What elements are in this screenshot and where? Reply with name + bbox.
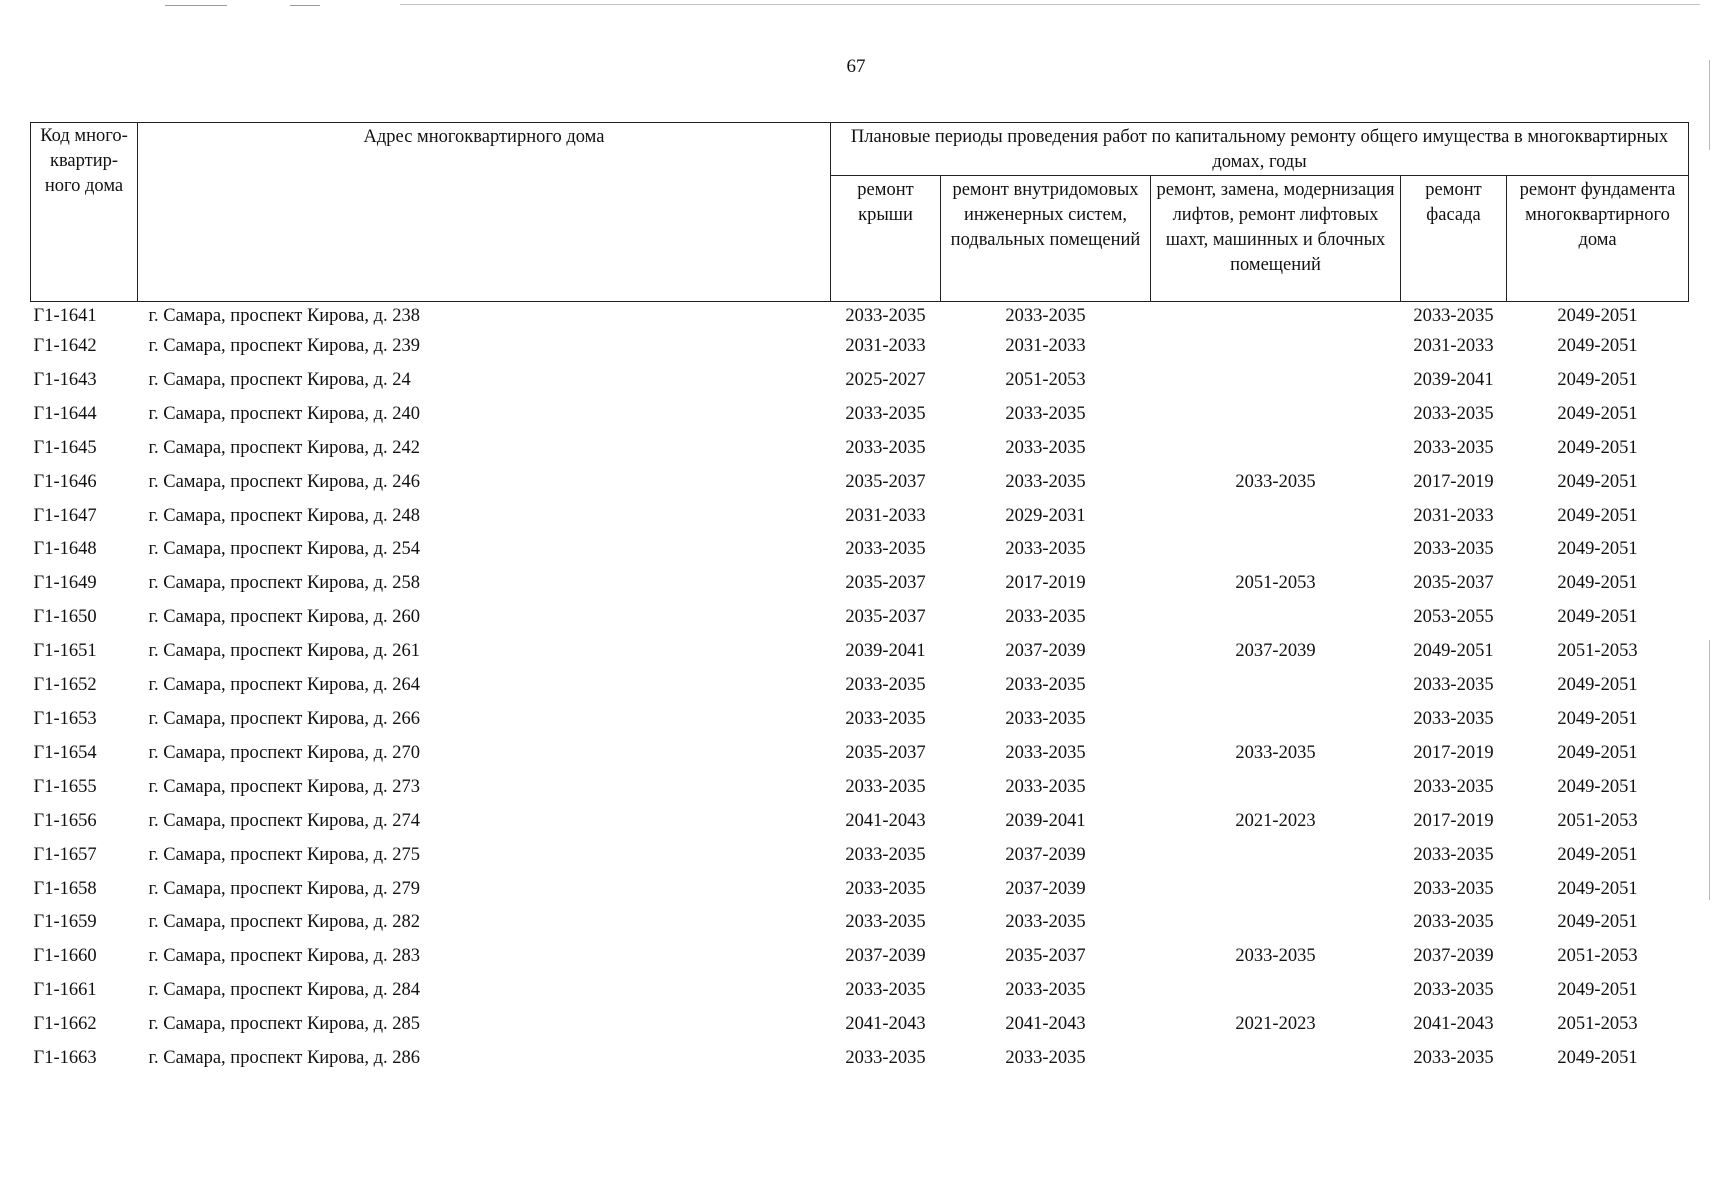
cell-roof: 2033-2035 bbox=[845, 539, 926, 560]
cell-facade: 2033-2035 bbox=[1413, 912, 1494, 933]
cell-facade: 2033-2035 bbox=[1413, 776, 1494, 797]
cell-foundation: 2049-2051 bbox=[1557, 505, 1638, 526]
table-row bbox=[31, 466, 1689, 500]
cell-facade: 2033-2035 bbox=[1413, 878, 1494, 899]
table-row bbox=[31, 703, 1689, 737]
cell-code: Г1-1642 bbox=[33, 336, 97, 356]
cell-address: г. Самара, проспект Кирова, д. 286 bbox=[148, 1048, 421, 1069]
cell-engineering: 2033-2035 bbox=[1005, 675, 1086, 696]
cell-engineering: 2033-2035 bbox=[1005, 776, 1086, 797]
cell-facade: 2033-2035 bbox=[1413, 1048, 1494, 1069]
header-facade: ремонт фасада bbox=[1401, 176, 1507, 302]
cell-elevators bbox=[1151, 364, 1401, 398]
header-row-group bbox=[31, 123, 1689, 176]
cell-address: г. Самара, проспект Кирова, д. 274 bbox=[148, 810, 421, 831]
cell-address: г. Самара, проспект Кирова, д. 254 bbox=[148, 539, 421, 560]
table-row bbox=[31, 398, 1689, 432]
cell-engineering: 2033-2035 bbox=[1005, 708, 1086, 729]
cell-roof: 2035-2037 bbox=[845, 573, 926, 594]
cell-foundation: 2049-2051 bbox=[1557, 306, 1638, 326]
table-row bbox=[31, 906, 1689, 940]
cell-roof: 2033-2035 bbox=[845, 844, 926, 865]
cell-elevators: 2021-2023 bbox=[1235, 1014, 1316, 1035]
cell-engineering: 2039-2041 bbox=[1005, 810, 1086, 831]
cell-address: г. Самара, проспект Кирова, д. 258 bbox=[148, 573, 421, 594]
cell-elevators bbox=[1151, 500, 1401, 534]
cell-engineering: 2051-2053 bbox=[1005, 369, 1086, 390]
header-elevators: ремонт, замена, модернизация лифтов, ремонт лифтовых шахт, машинных и блочных помещений bbox=[1151, 176, 1401, 302]
cell-engineering: 2017-2019 bbox=[1005, 573, 1086, 594]
cell-roof: 2033-2035 bbox=[845, 1048, 926, 1069]
table-row bbox=[31, 669, 1689, 703]
cell-elevators: 2051-2053 bbox=[1235, 573, 1316, 594]
cell-roof: 2037-2039 bbox=[845, 946, 926, 967]
cell-roof: 2033-2035 bbox=[845, 306, 926, 326]
cell-code: Г1-1656 bbox=[33, 810, 97, 831]
cell-elevators bbox=[1151, 771, 1401, 805]
cell-code: Г1-1658 bbox=[33, 878, 97, 899]
scan-artifact-line bbox=[400, 4, 1700, 5]
cell-facade: 2033-2035 bbox=[1413, 980, 1494, 1001]
cell-code: Г1-1643 bbox=[33, 369, 97, 390]
cell-elevators bbox=[1151, 601, 1401, 635]
cell-foundation: 2049-2051 bbox=[1557, 471, 1638, 492]
cell-engineering: 2033-2035 bbox=[1005, 471, 1086, 492]
cell-address: г. Самара, проспект Кирова, д. 239 bbox=[148, 336, 421, 356]
cell-facade: 2033-2035 bbox=[1413, 403, 1494, 424]
cell-code: Г1-1653 bbox=[33, 708, 97, 729]
cell-elevators bbox=[1151, 398, 1401, 432]
cell-elevators bbox=[1151, 1042, 1401, 1076]
cell-roof: 2039-2041 bbox=[845, 641, 926, 662]
scan-artifact-line bbox=[290, 5, 320, 6]
cell-engineering: 2033-2035 bbox=[1005, 403, 1086, 424]
cell-address: г. Самара, проспект Кирова, д. 242 bbox=[148, 437, 421, 458]
cell-roof: 2041-2043 bbox=[845, 810, 926, 831]
cell-roof: 2031-2033 bbox=[845, 336, 926, 356]
cell-engineering: 2035-2037 bbox=[1005, 946, 1086, 967]
table-row bbox=[31, 364, 1689, 398]
table-row bbox=[31, 805, 1689, 839]
cell-foundation: 2049-2051 bbox=[1557, 878, 1638, 899]
table-row bbox=[31, 635, 1689, 669]
cell-foundation: 2051-2053 bbox=[1557, 946, 1638, 967]
cell-foundation: 2049-2051 bbox=[1557, 369, 1638, 390]
cell-code: Г1-1660 bbox=[33, 946, 97, 967]
cell-facade: 2035-2037 bbox=[1413, 573, 1494, 594]
cell-elevators bbox=[1151, 839, 1401, 873]
cell-code: Г1-1647 bbox=[33, 505, 97, 526]
cell-address: г. Самара, проспект Кирова, д. 240 bbox=[148, 403, 421, 424]
table-row bbox=[31, 500, 1689, 534]
cell-engineering: 2033-2035 bbox=[1005, 607, 1086, 628]
table-row bbox=[31, 533, 1689, 567]
cell-foundation: 2049-2051 bbox=[1557, 437, 1638, 458]
header-engineering: ремонт внутридомовых инженерных систем, подвальных помещений bbox=[941, 176, 1151, 302]
cell-code: Г1-1659 bbox=[33, 912, 97, 933]
table-row bbox=[31, 1008, 1689, 1042]
cell-foundation: 2049-2051 bbox=[1557, 980, 1638, 1001]
cell-facade: 2031-2033 bbox=[1413, 336, 1494, 356]
scan-artifact-line bbox=[165, 5, 227, 6]
cell-engineering: 2033-2035 bbox=[1005, 306, 1086, 326]
cell-address: г. Самара, проспект Кирова, д. 282 bbox=[148, 912, 421, 933]
cell-roof: 2025-2027 bbox=[845, 369, 926, 390]
cell-foundation: 2051-2053 bbox=[1557, 1014, 1638, 1035]
cell-engineering: 2041-2043 bbox=[1005, 1014, 1086, 1035]
cell-code: Г1-1644 bbox=[33, 403, 97, 424]
cell-foundation: 2051-2053 bbox=[1557, 810, 1638, 831]
table-row bbox=[31, 302, 1689, 331]
cell-roof: 2033-2035 bbox=[845, 912, 926, 933]
cell-address: г. Самара, проспект Кирова, д. 246 bbox=[148, 471, 421, 492]
cell-address: г. Самара, проспект Кирова, д. 261 bbox=[148, 641, 421, 662]
page-number: 67 bbox=[846, 56, 866, 77]
table-row bbox=[31, 330, 1689, 364]
cell-address: г. Самара, проспект Кирова, д. 275 bbox=[148, 844, 421, 865]
cell-elevators bbox=[1151, 669, 1401, 703]
cell-roof: 2031-2033 bbox=[845, 505, 926, 526]
cell-code: Г1-1652 bbox=[33, 675, 97, 696]
cell-address: г. Самара, проспект Кирова, д. 285 bbox=[148, 1014, 421, 1035]
cell-address: г. Самара, проспект Кирова, д. 260 bbox=[148, 607, 421, 628]
header-address: Адрес многоквартирного дома bbox=[138, 123, 831, 302]
cell-elevators: 2037-2039 bbox=[1235, 641, 1316, 662]
cell-roof: 2041-2043 bbox=[845, 1014, 926, 1035]
table-row bbox=[31, 601, 1689, 635]
cell-code: Г1-1651 bbox=[33, 641, 97, 662]
cell-elevators: 2033-2035 bbox=[1235, 946, 1316, 967]
cell-elevators bbox=[1151, 533, 1401, 567]
cell-facade: 2033-2035 bbox=[1413, 306, 1494, 326]
cell-elevators bbox=[1151, 330, 1401, 364]
cell-code: Г1-1649 bbox=[33, 573, 97, 594]
cell-roof: 2033-2035 bbox=[845, 708, 926, 729]
cell-address: г. Самара, проспект Кирова, д. 264 bbox=[148, 675, 421, 696]
capital-repair-table bbox=[30, 122, 1689, 1076]
header-periods-group: Плановые периоды проведения работ по капитальному ремонту общего имущества в многоквартирных домах, годы bbox=[831, 123, 1689, 176]
cell-address: г. Самара, проспект Кирова, д. 273 bbox=[148, 776, 421, 797]
cell-foundation: 2051-2053 bbox=[1557, 641, 1638, 662]
cell-engineering: 2029-2031 bbox=[1005, 505, 1086, 526]
cell-engineering: 2033-2035 bbox=[1005, 539, 1086, 560]
scan-margin-mark bbox=[1709, 640, 1710, 900]
table-row bbox=[31, 567, 1689, 601]
cell-code: Г1-1657 bbox=[33, 844, 97, 865]
cell-facade: 2017-2019 bbox=[1413, 742, 1494, 763]
table-row bbox=[31, 432, 1689, 466]
cell-foundation: 2049-2051 bbox=[1557, 539, 1638, 560]
table-row bbox=[31, 1042, 1689, 1076]
cell-roof: 2033-2035 bbox=[845, 675, 926, 696]
cell-foundation: 2049-2051 bbox=[1557, 607, 1638, 628]
cell-foundation: 2049-2051 bbox=[1557, 912, 1638, 933]
cell-elevators bbox=[1151, 906, 1401, 940]
cell-roof: 2033-2035 bbox=[845, 437, 926, 458]
cell-facade: 2033-2035 bbox=[1413, 675, 1494, 696]
cell-elevators bbox=[1151, 432, 1401, 466]
cell-engineering: 2033-2035 bbox=[1005, 1048, 1086, 1069]
cell-foundation: 2049-2051 bbox=[1557, 336, 1638, 356]
cell-engineering: 2033-2035 bbox=[1005, 980, 1086, 1001]
cell-facade: 2041-2043 bbox=[1413, 1014, 1494, 1035]
cell-elevators bbox=[1151, 302, 1401, 331]
cell-facade: 2031-2033 bbox=[1413, 505, 1494, 526]
cell-foundation: 2049-2051 bbox=[1557, 675, 1638, 696]
cell-code: Г1-1654 bbox=[33, 742, 97, 763]
cell-foundation: 2049-2051 bbox=[1557, 776, 1638, 797]
table-row bbox=[31, 771, 1689, 805]
cell-elevators: 2033-2035 bbox=[1235, 742, 1316, 763]
cell-engineering: 2037-2039 bbox=[1005, 878, 1086, 899]
table-row bbox=[31, 839, 1689, 873]
table-row bbox=[31, 974, 1689, 1008]
cell-roof: 2035-2037 bbox=[845, 471, 926, 492]
cell-facade: 2049-2051 bbox=[1413, 641, 1494, 662]
cell-engineering: 2033-2035 bbox=[1005, 742, 1086, 763]
cell-code: Г1-1646 bbox=[33, 471, 97, 492]
table-row bbox=[31, 737, 1689, 771]
header-roof: ремонт крыши bbox=[831, 176, 941, 302]
cell-facade: 2039-2041 bbox=[1413, 369, 1494, 390]
cell-facade: 2037-2039 bbox=[1413, 946, 1494, 967]
cell-elevators: 2033-2035 bbox=[1235, 471, 1316, 492]
cell-facade: 2033-2035 bbox=[1413, 844, 1494, 865]
cell-facade: 2017-2019 bbox=[1413, 471, 1494, 492]
table-row bbox=[31, 873, 1689, 907]
cell-roof: 2033-2035 bbox=[845, 878, 926, 899]
table-body bbox=[31, 302, 1689, 1076]
cell-code: Г1-1661 bbox=[33, 980, 97, 1001]
cell-roof: 2033-2035 bbox=[845, 776, 926, 797]
header-code: Код много-квартир-ного дома bbox=[31, 123, 138, 302]
cell-elevators bbox=[1151, 873, 1401, 907]
cell-elevators bbox=[1151, 974, 1401, 1008]
cell-engineering: 2037-2039 bbox=[1005, 844, 1086, 865]
cell-facade: 2033-2035 bbox=[1413, 539, 1494, 560]
cell-code: Г1-1655 bbox=[33, 776, 97, 797]
header-foundation: ремонт фундамента многоквартирного дома bbox=[1507, 176, 1689, 302]
cell-foundation: 2049-2051 bbox=[1557, 844, 1638, 865]
cell-roof: 2033-2035 bbox=[845, 403, 926, 424]
cell-roof: 2035-2037 bbox=[845, 742, 926, 763]
cell-foundation: 2049-2051 bbox=[1557, 1048, 1638, 1069]
cell-address: г. Самара, проспект Кирова, д. 238 bbox=[148, 306, 421, 326]
cell-engineering: 2037-2039 bbox=[1005, 641, 1086, 662]
cell-code: Г1-1650 bbox=[33, 607, 97, 628]
cell-engineering: 2033-2035 bbox=[1005, 912, 1086, 933]
cell-foundation: 2049-2051 bbox=[1557, 708, 1638, 729]
cell-address: г. Самара, проспект Кирова, д. 283 bbox=[148, 946, 421, 967]
cell-engineering: 2031-2033 bbox=[1005, 336, 1086, 356]
cell-roof: 2033-2035 bbox=[845, 980, 926, 1001]
cell-address: г. Самара, проспект Кирова, д. 270 bbox=[148, 742, 421, 763]
cell-elevators bbox=[1151, 703, 1401, 737]
cell-address: г. Самара, проспект Кирова, д. 248 bbox=[148, 505, 421, 526]
cell-address: г. Самара, проспект Кирова, д. 284 bbox=[148, 980, 421, 1001]
cell-code: Г1-1662 bbox=[33, 1014, 97, 1035]
cell-address: г. Самара, проспект Кирова, д. 24 bbox=[148, 369, 411, 390]
cell-engineering: 2033-2035 bbox=[1005, 437, 1086, 458]
cell-elevators: 2021-2023 bbox=[1235, 810, 1316, 831]
cell-facade: 2033-2035 bbox=[1413, 437, 1494, 458]
table-row bbox=[31, 940, 1689, 974]
cell-facade: 2033-2035 bbox=[1413, 708, 1494, 729]
cell-code: Г1-1663 bbox=[33, 1048, 97, 1069]
cell-address: г. Самара, проспект Кирова, д. 279 bbox=[148, 878, 421, 899]
cell-facade: 2053-2055 bbox=[1413, 607, 1494, 628]
cell-facade: 2017-2019 bbox=[1413, 810, 1494, 831]
cell-code: Г1-1645 bbox=[33, 437, 97, 458]
cell-code: Г1-1641 bbox=[33, 306, 97, 326]
cell-foundation: 2049-2051 bbox=[1557, 742, 1638, 763]
cell-roof: 2035-2037 bbox=[845, 607, 926, 628]
cell-foundation: 2049-2051 bbox=[1557, 403, 1638, 424]
cell-code: Г1-1648 bbox=[33, 539, 97, 560]
cell-foundation: 2049-2051 bbox=[1557, 573, 1638, 594]
cell-address: г. Самара, проспект Кирова, д. 266 bbox=[148, 708, 421, 729]
